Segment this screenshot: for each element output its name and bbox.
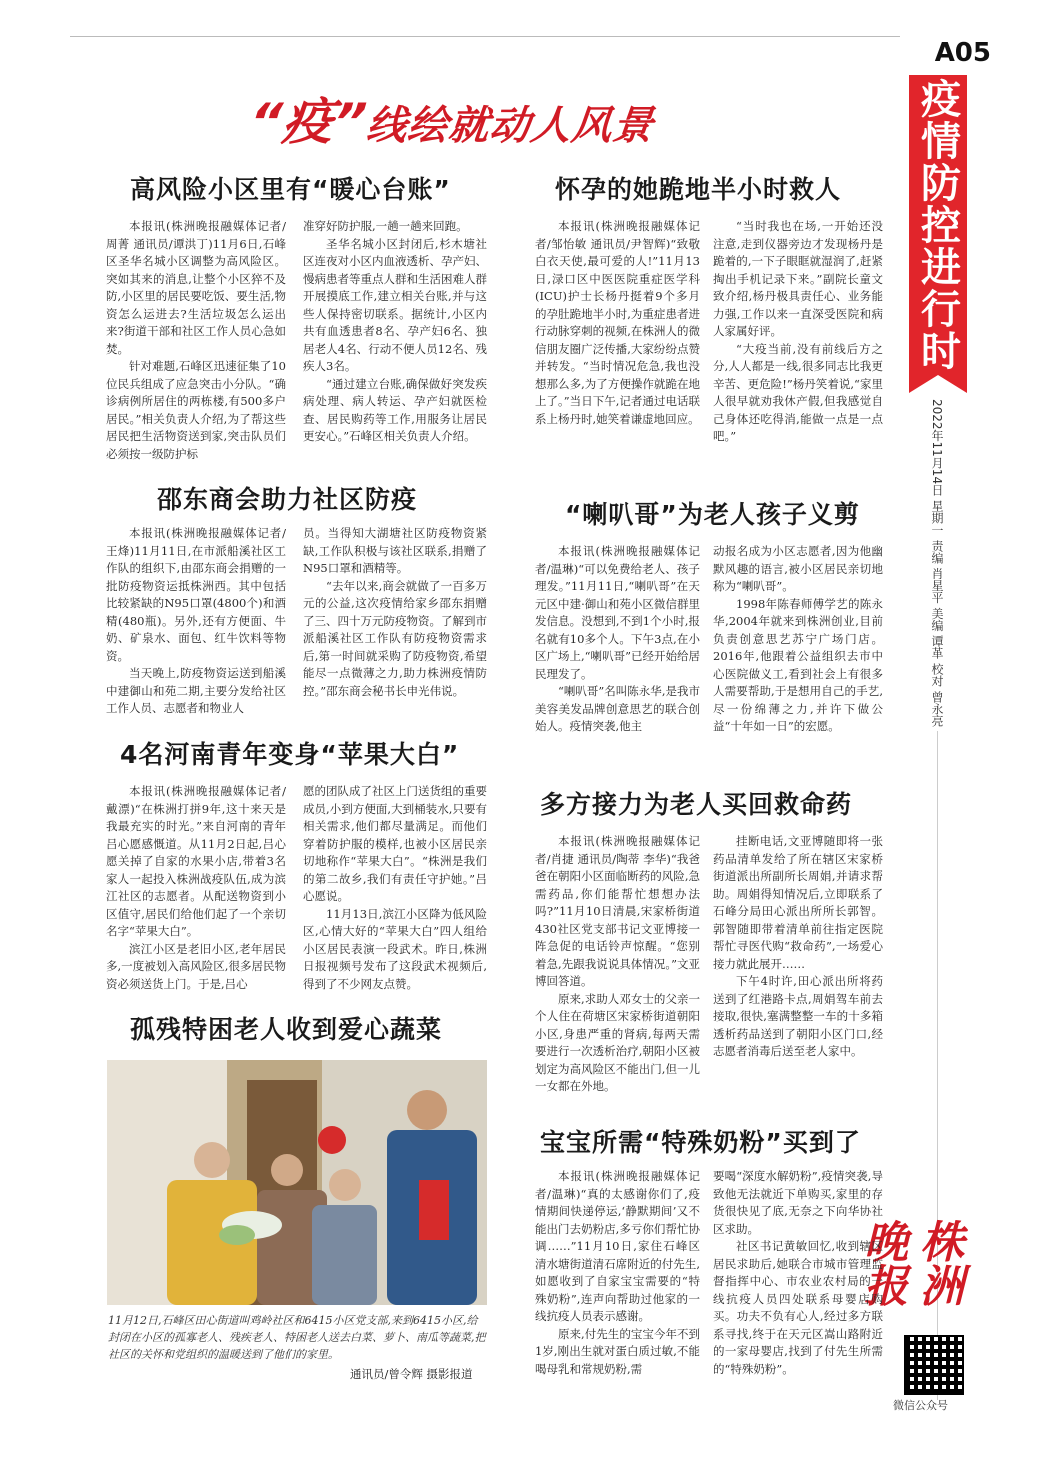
headline-trumpet-brother: “喇叭哥”为老人孩子义剪 <box>565 500 860 529</box>
article-2-col-1: 本报讯(株洲晚报融媒体记者/邹怡敏 通讯员/尹智辉)“致敬白衣天使,最可爱的人!”11月13日,渌口区中医医院重症医学科(ICU)护士长杨丹挺着9个多月的孕肚跪地半小时,为重症患者进行动脉穿刺的视频,在株洲人的微信朋友圈广泛传播,大家纷纷点赞并转发。“当时情况危急,我也没想那么多,为了方便操作就跪在地上了。”当日下午,记者通过电话联系上杨丹时,她笑着谦虚地回应。 <box>535 219 700 426</box>
article-3-col-1: 本报讯(株洲晚报融媒体记者/王烽)11月11日,在市派船溪社区工作队的组织下,由邵东商会捐赠的一批防疫物资运抵株洲西。其中包括比较紧缺的N95口罩(4800个)和酒精(480瓶)。另外,还有方便面、牛奶、矿泉水、面包、红牛饮料等物资。 当天晚上,防疫物资运送到船溪中建御山和苑二期,主要分发给社区工作人员、志愿者和物业人 <box>106 526 286 715</box>
article-6-col-2: 挂断电话,文亚博随即将一张药品清单发给了所在辖区宋家桥街道派出所副所长周娟,并请求帮助。周娟得知情况后,立即联系了石峰分局田心派出所所长郭智。郭智随即带着清单前往指定医院帮忙寻医代购“救命药”,一场爱心接力就此展开…… 下午4时许,田心派出所将药送到了红港路卡点,周娟驾车前去接取,很快,塞满整整一车的十多箱透析药品送到了朝阳小区门口,经志愿者消毒后送至老人家中。 <box>713 834 883 1058</box>
article-1-col-2: 准穿好防护服,一趟一趟来回跑。 圣华名城小区封闭后,杉木塘社区连夜对小区内血液透析、孕产妇、慢病患者等重点人群和生活困难人群开展摸底工作,建立相关台账,并与这些人保持密切联系。据统计,小区内共有血透患者8名、孕产妇6名、独居老人4名、行动不便人员12名、残疾人3名。 “通过建立台账,确保做好突发疾病处理、病人转运、孕产妇就医检查、居民购药等工作,用服务让居民更安心。”石峰区相关负责人介绍。 <box>303 219 487 443</box>
article-5-col-1: 本报讯(株洲晚报融媒体记者/戴漂)“在株洲打拼9年,这十来天是我最充实的时光。”来自河南的青年吕心愿感慨道。从11月2日起,吕心愿关掉了自家的水果小店,带着3名家人一起投入株洲战疫队伍,成为滨江社区的志愿者。从配送物资到小区值守,居民们给他们起了一个亲切名字“苹果大白”。 滨江小区是老旧小区,老年居民多,一度被划入高风险区,很多居民物资必须送货上门。于是,吕心 <box>106 784 286 991</box>
section-tab-tail <box>909 375 967 393</box>
headline-medicine-relay: 多方接力为老人买回救命药 <box>540 790 853 819</box>
top-rule <box>70 36 900 37</box>
article-4-col-1: 本报讯(株洲晚报融媒体记者/温琳)“可以免费给老人、孩子理发。”11月11日,“喇叭哥”在天元区中建·御山和苑小区微信群里发信息。没想到,不到1个小时,报名就有10多个人。下午3点,在小区广场上,“喇叭哥”已经开始给居民理发了。 “喇叭哥”名叫陈永华,是我市美容美发品牌创意思艺的联合创始人。疫情突袭,他主 <box>535 544 700 733</box>
newspaper-logo: 株洲晚报 <box>856 1219 963 1307</box>
qr-label: 微信公众号 <box>893 1399 948 1412</box>
news-photo-illustration <box>107 1060 487 1305</box>
news-photo <box>107 1060 487 1305</box>
article-6-col-1: 本报讯(株洲晚报融媒体记者/肖捷 通讯员/陶蒂 李华)“我爸爸在朝阳小区面临断药的风险,急需药品,你们能帮忙想想办法吗?”11月10日清晨,宋家桥街道430社区党支部书记文亚博接一阵急促的电话铃声惊醒。“您别着急,先跟我说说具体情况。”文亚博回答道。 原来,求助人邓女士的父亲一个人住在荷塘区宋家桥街道朝阳小区,身患严重的肾病,每两天需要进行一次透析治疗,朝阳小区被划定为高风险区不能出门,但一儿一女都在外地。 <box>535 834 700 1093</box>
article-4-col-2: 动报名成为小区志愿者,因为他幽默风趣的语言,被小区居民亲切地称为“喇叭哥”。 1998年陈春师傅学艺的陈永华,2004年就来到株洲创业,目前负责创意思艺苏宁广场门店。2016年,他跟着公益组织去市中心医院做义工,看到社会上有很多人需要帮助,于是想用自己的手艺,尽一份绵薄之力,并许下做公益“十年如一日”的宏愿。 <box>713 544 883 733</box>
qr-code-icon <box>904 1335 964 1395</box>
article-3-col-2: 员。当得知大湖塘社区防疫物资紧缺,工作队积极与该社区联系,捐赠了N95口罩和酒精等。 “去年以来,商会就做了一百多万元的公益,这次疫情给家乡邵东捐赠了三、四十万元防疫物资。了解到市派船溪社区工作队有防疫物资需求后,第一时间就采购了防疫物资,希望能尽一点微薄之力,助力株洲疫情防控。”邵东商会秘书长申光伟说。 <box>303 526 487 698</box>
article-8-col-2: 要喝“深度水解奶粉”,疫情突袭,导致他无法就近下单购买,家里的存货很快见了底,无奈之下向华协社区求助。 社区书记黄敏回忆,收到辖区居民求助后,她联合市城市管理监督指挥中心、市农业农村局的一线抗疫人员四处联系母婴店购买。功夫不负有心人,经过多方联系寻找,终于在天元区嵩山路附近的一家母婴店,找到了付先生所需的“特殊奶粉”。 <box>713 1169 883 1376</box>
dateline: 2022年11月14日 星期一 责编 肖星平 美编 谭革 校对 曾永亮 <box>921 395 953 731</box>
article-8-col-1: 本报讯(株洲晚报融媒体记者/温琳)“真的太感谢你们了,疫情期间快递停运,‘静默期间’又不能出门去奶粉店,多亏你们帮忙协调……”11月10日,家住石峰区清水塘街道清石席附近的付先生,如愿收到了自家宝宝需要的“特殊奶粉”,连声向帮助过他家的一线抗疫人员表示感谢。 原来,付先生的宝宝今年不到1岁,刚出生就对蛋白质过敏,不能喝母乳和常规奶粉,需 <box>535 1169 700 1376</box>
section-tab <box>909 75 967 375</box>
headline-love-vegetables: 孤残特困老人收到爱心蔬菜 <box>130 1015 443 1044</box>
headline-shaodong-chamber: 邵东商会助力社区防疫 <box>157 485 418 514</box>
headline-pregnant-nurse: 怀孕的她跪地半小时救人 <box>555 175 842 204</box>
photo-credit: 通讯员/曾令辉 摄影报道 <box>350 1367 473 1381</box>
page-banner: “疫”线绘就动人风景 <box>246 93 656 151</box>
headline-apple-volunteers: 4名河南青年变身“苹果大白” <box>120 740 460 769</box>
headline-special-formula: 宝宝所需“特殊奶粉”买到了 <box>540 1128 861 1157</box>
section-title: 疫情防控进行时 <box>914 78 961 372</box>
photo-caption: 11月12日,石峰区田心街道叫鸡岭社区和6415小区党支部,来到6415小区,给封闭在小区的孤寡老人、残疾老人、特困老人送去白菜、萝卜、南瓜等蔬菜,把社区的关怀和党组织的温暖送到了他们的家里。 <box>108 1314 486 1361</box>
article-5-col-2: 愿的团队成了社区上门送货组的重要成员,小到方便面,大到桶装水,只要有相关需求,他们都尽量满足。而他们穿着防护服的模样,也被小区居民亲切地称作“苹果大白”。“株洲是我们的第二故乡,我们有责任守护她。”吕心愿说。 11月13日,滨江小区降为低风险区,心情大好的“苹果大白”四人组给小区居民表演一段武术。昨日,株洲日报视频号发布了这段武术视频后,得到了不少网友点赞。 <box>303 784 487 991</box>
article-2-col-2: “当时我也在场,一开始还没注意,走到仪器旁边才发现杨丹是跪着的,一下子眼眶就湿润了,赶紧掏出手机记录下来。”副院长童文致介绍,杨丹极具责任心、业务能力强,工作以来一直深受医院和病人家属好评。 “大疫当前,没有前线后方之分,人人都是一线,很多同志比我更辛苦、更危险!”杨丹笑着说,“家里人很早就劝我休产假,但我感觉自己身体还吃得消,能做一点是一点吧。” <box>713 219 883 443</box>
article-1-col-1: 本报讯(株洲晚报融媒体记者/周菁 通讯员/谭洪丁)11月6日,石峰区圣华名城小区调整为高风险区。突如其来的消息,让整个小区猝不及防,小区里的居民要吃饭、要生活,物资怎么运进去?生活垃圾怎么运出来?街道干部和社区工作人员心急如焚。 针对难题,石峰区迅速征集了10位民兵组成了应急突击小分队。“确诊病例所居住的两栋楼,有500多户居民。”相关负责人介绍,为了帮这些居民把生活物资送到家,突击队员们必须按一级防护标 <box>106 219 286 461</box>
headline-warm-ledger: 高风险小区里有“暖心台账” <box>130 175 451 204</box>
page-number: A05 <box>934 38 991 68</box>
